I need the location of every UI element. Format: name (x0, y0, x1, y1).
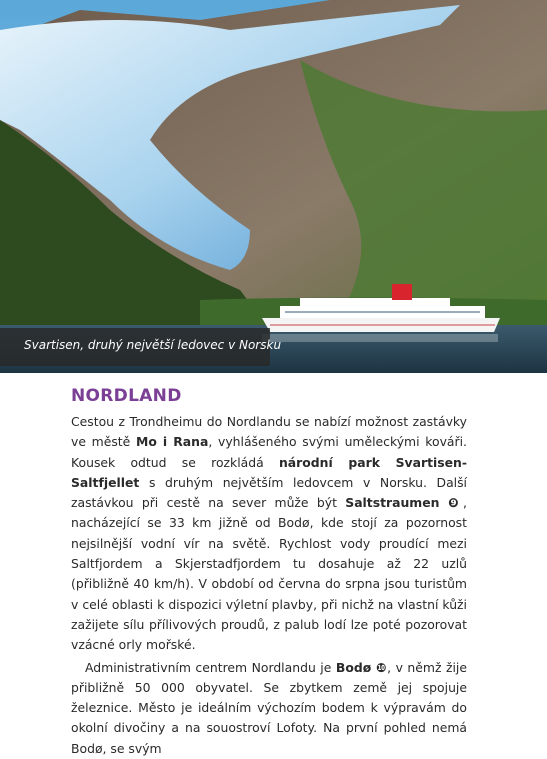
text-run: Administrativním centrem Nordlandu je (85, 659, 336, 675)
text-run: , v němž žije přibližně 50 000 obyvatel. Se zbytkem země jej spojuje železnice. Město je ideálním výchozím bodem k výpravám do okolní divočiny a na souostroví Lofoty. Na první pohled nemá Bodø, se svým (71, 659, 467, 756)
glacier-illustration (0, 0, 547, 373)
text-run: Cestou z Trondheimu do Nordlandu se nabízí možnost zastávky ve městě (71, 414, 467, 450)
paragraph-2 (71, 658, 467, 759)
caption-bar (0, 328, 282, 366)
glacier-photo (0, 0, 547, 373)
photo-caption: Svartisen, druhý největší ledovec v Norsku (24, 338, 282, 352)
text-run: , vyhlášeného svými uměleckými kováři. Kousek odtud se rozkládá (71, 434, 467, 470)
place-bodo: Bodø ❿ (335, 659, 388, 675)
place-mo-i-rana: Mo i Rana (136, 434, 209, 450)
section-heading: NORDLAND (71, 386, 182, 406)
text-run: s druhým největším ledovcem v Norsku. Další zastávkou při cestě na sever může být (71, 474, 467, 511)
ship-reflection (262, 334, 498, 342)
place-national-park: národní park Svartisen-Saltfjellet (71, 454, 467, 490)
article (71, 384, 467, 759)
text-run: , nacházející se 33 km jižně od Bodø, kde stojí za pozornost nejsilnější vodní vír na světě. Rychlost vody proudící mezi Saltfjordem a Skjerstadfjordem tu dosahuje až 22 uzlů (přibližně 40 km/h). V období od června do srpna jsou turistům v celé oblasti k dispozici výletní plavby, při nichž na vlastní kůži zažijete sílu přílivových proudů, z palub lodí lze poté pozorovat vzácné orly mořské. (71, 495, 467, 653)
place-saltstraumen: Saltstraumen ❾ (345, 495, 464, 511)
paragraph-1 (71, 412, 467, 656)
